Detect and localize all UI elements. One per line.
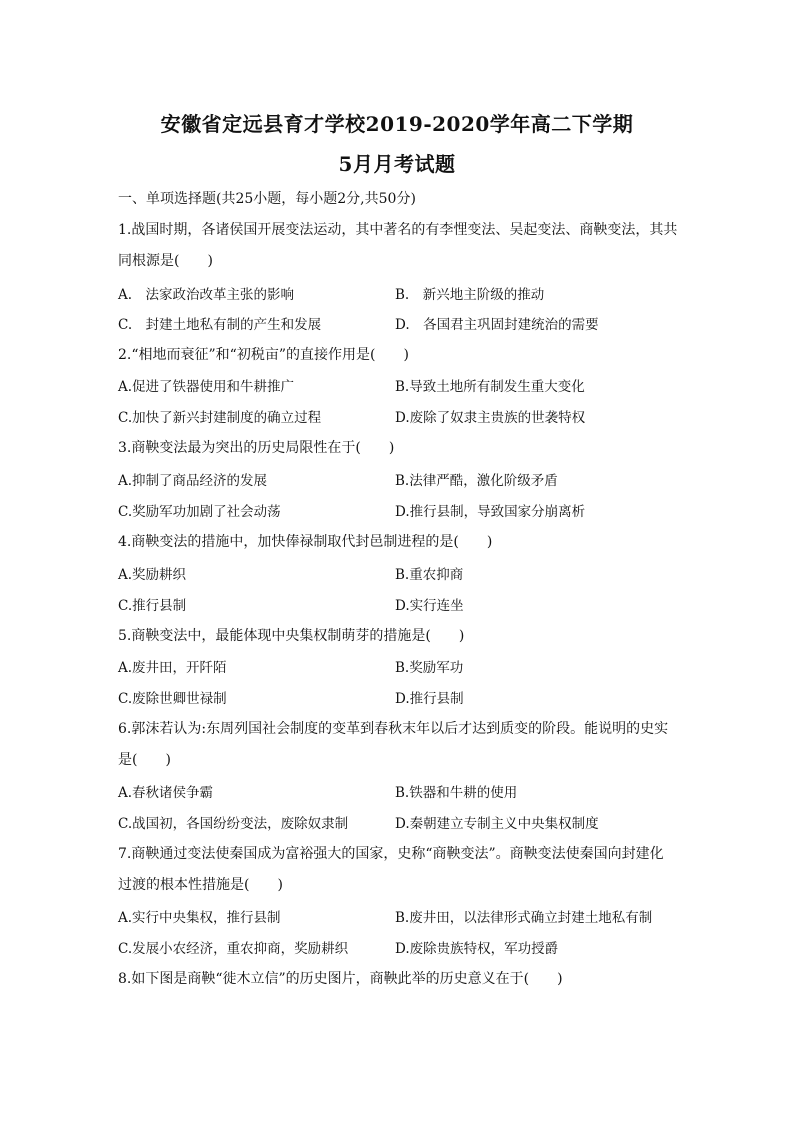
question-4-option-b: B.重农抑商	[395, 567, 464, 583]
question-7-text-cont: 过渡的根本性措施是( )	[118, 877, 283, 893]
question-4-text: 4.商鞅变法的措施中，加快俸禄制取代封邑制进程的是( )	[118, 534, 493, 550]
question-2-option-b: B.导致土地所有制发生重大变化	[395, 379, 585, 395]
question-7-option-b: B.废井田，以法律形式确立封建土地私有制	[395, 910, 653, 926]
question-6-option-d: D.秦朝建立专制主义中央集权制度	[395, 816, 599, 832]
question-1-option-b: B. 新兴地主阶级的推动	[395, 287, 545, 303]
section-heading: 一、单项选择题(共25小题，每小题2分,共50分)	[118, 191, 416, 207]
question-6-text: 6.郭沫若认为:东周列国社会制度的变革到春秋末年以后才达到质变的阶段。能说明的史实	[118, 721, 669, 737]
page-subtitle: 5月月考试题	[338, 152, 456, 176]
question-3-text: 3.商鞅变法最为突出的历史局限性在于( )	[118, 440, 395, 456]
question-1-option-d: D. 各国君主巩固封建统治的需要	[395, 317, 599, 333]
question-7-option-c: C.发展小农经济，重农抑商，奖励耕织	[118, 941, 349, 957]
question-6-option-c: C.战国初，各国纷纷变法，废除奴隶制	[118, 816, 349, 832]
question-3-option-c: C.奖励军功加剧了社会动荡	[118, 504, 281, 520]
question-4-option-d: D.实行连坐	[395, 598, 464, 614]
question-1-text-cont: 同根源是( )	[118, 253, 213, 269]
question-3-option-d: D.推行县制，导致国家分崩离析	[395, 504, 586, 520]
question-2-text: 2.“相地而衰征”和“初税亩”的直接作用是( )	[118, 347, 409, 363]
page-title: 安徽省定远县育才学校2019-2020学年高二下学期	[160, 112, 634, 136]
question-2-option-d: D.废除了奴隶主贵族的世袭特权	[395, 410, 586, 426]
question-7-option-d: D.废除贵族特权，军功授爵	[395, 941, 559, 957]
question-7-option-a: A.实行中央集权，推行县制	[118, 910, 281, 926]
question-5-option-a: A.废井田，开阡陌	[118, 660, 227, 676]
question-1-text: 1.战国时期，各诸侯国开展变法运动，其中著名的有李悝变法、吴起变法、商鞅变法，其共	[118, 222, 678, 238]
question-3-option-b: B.法律严酷，激化阶级矛盾	[395, 473, 558, 489]
question-2-option-a: A.促进了铁器使用和牛耕推广	[118, 379, 295, 395]
question-5-option-b: B.奖励军功	[395, 660, 464, 676]
question-6-text-cont: 是( )	[118, 752, 171, 768]
question-4-option-a: A.奖励耕织	[118, 567, 187, 583]
question-7-text: 7.商鞅通过变法使秦国成为富裕强大的国家，史称“商鞅变法”。商鞅变法使秦国向封建化	[118, 846, 664, 862]
question-6-option-a: A.春秋诸侯争霸	[118, 785, 214, 801]
question-1-option-c: C. 封建土地私有制的产生和发展	[118, 317, 322, 333]
question-3-option-a: A.抑制了商品经济的发展	[118, 473, 268, 489]
question-2-option-c: C.加快了新兴封建制度的确立过程	[118, 410, 322, 426]
question-5-option-c: C.废除世卿世禄制	[118, 691, 227, 707]
question-4-option-c: C.推行县制	[118, 598, 187, 614]
question-5-option-d: D.推行县制	[395, 691, 464, 707]
question-5-text: 5.商鞅变法中，最能体现中央集权制萌芽的措施是( )	[118, 628, 465, 644]
question-1-option-a: A. 法家政治改革主张的影响	[118, 287, 295, 303]
question-6-option-b: B.铁器和牛耕的使用	[395, 785, 518, 801]
question-8-text: 8.如下图是商鞅“徙木立信”的历史图片，商鞅此举的历史意义在于( )	[118, 971, 563, 987]
